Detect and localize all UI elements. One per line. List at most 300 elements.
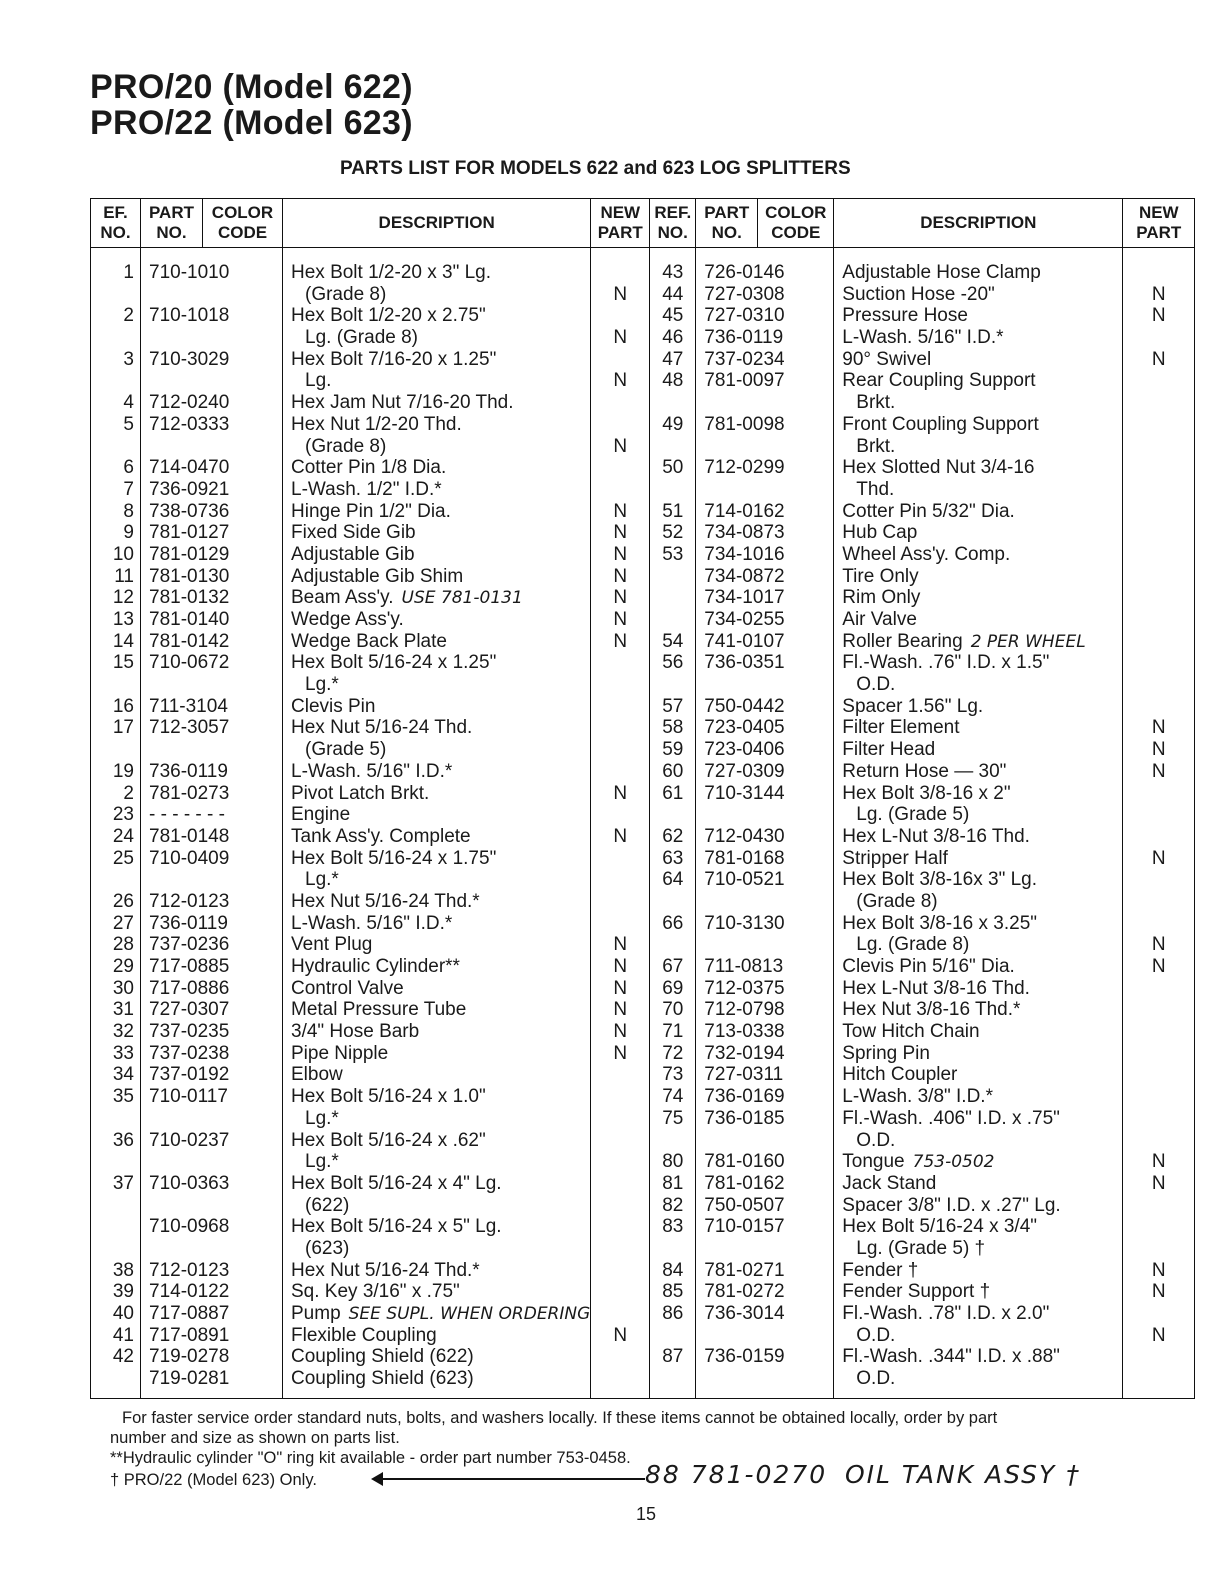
left-desc-line xyxy=(283,436,590,458)
right-new-line xyxy=(1123,414,1194,436)
cell-text: N xyxy=(613,782,628,804)
left-ref-line xyxy=(91,1151,140,1173)
cell-text: Pump xyxy=(291,1303,341,1324)
left-ref-line xyxy=(91,631,140,653)
cell-text: 781-0272 xyxy=(704,1281,785,1303)
cell-text: 39 xyxy=(112,1281,134,1303)
cell-text: 46 xyxy=(662,327,684,349)
cell-text: N xyxy=(1151,1324,1166,1346)
cell-text: 781-0127 xyxy=(149,522,230,544)
right-part-line xyxy=(696,436,833,458)
right-part-line xyxy=(696,783,833,805)
cell-text: N xyxy=(1151,934,1166,956)
left-part-line xyxy=(141,717,282,739)
right-part-line xyxy=(696,414,833,436)
cell-text: O.D. xyxy=(856,1129,896,1151)
cell-text: Coupling Shield (622) xyxy=(291,1346,474,1368)
right-ref-line xyxy=(650,1021,695,1043)
left-new-line xyxy=(591,848,649,870)
cell-text: Pipe Nipple xyxy=(291,1042,389,1064)
cell-text: 63 xyxy=(662,847,684,869)
right-new-line xyxy=(1123,305,1194,327)
right-desc-line xyxy=(834,956,1122,978)
right-new-line xyxy=(1123,1021,1194,1043)
cell-text: 69 xyxy=(662,977,684,999)
cell-text: (Grade 5) xyxy=(305,739,387,761)
left-new-line xyxy=(591,717,649,739)
right-desc-line xyxy=(834,804,1122,826)
cell-text: 23 xyxy=(112,804,134,826)
cell-text: N xyxy=(613,522,628,544)
right-ref-line xyxy=(650,674,695,696)
right-part-line xyxy=(696,349,833,371)
cell-text: 714-0122 xyxy=(149,1281,230,1303)
cell-text: Adjustable Hose Clamp xyxy=(842,262,1041,283)
left-part-line xyxy=(141,1195,282,1217)
right-new-line xyxy=(1123,848,1194,870)
cell-text: Stripper Half xyxy=(842,847,948,869)
left-desc-line xyxy=(283,1130,590,1152)
cell-text: Cotter Pin 5/32" Dia. xyxy=(842,500,1015,522)
cell-text: Hex Bolt 5/16-24 x 1.75" xyxy=(291,847,497,869)
right-part-line xyxy=(696,869,833,891)
left-desc-line xyxy=(283,848,590,870)
right-ref-line xyxy=(650,1173,695,1195)
left-ref-line xyxy=(91,848,140,870)
cell-text: Hex Nut 5/16-24 Thd.* xyxy=(291,890,480,912)
left-desc-line xyxy=(283,1216,590,1238)
cell-text: N xyxy=(613,565,628,587)
cell-text: Hex Bolt 5/16-24 x 1.25" xyxy=(291,652,497,674)
cell-text: 54 xyxy=(662,630,684,652)
cell-text: N xyxy=(613,825,628,847)
left-ref-line xyxy=(91,1130,140,1152)
header-color-code: COLOR CODE xyxy=(203,199,283,248)
right-part-line xyxy=(696,1064,833,1086)
cell-text: 1 xyxy=(123,262,134,283)
cell-text: Spacer 3/8" I.D. x .27" Lg. xyxy=(842,1194,1061,1216)
right-new-line xyxy=(1123,1303,1194,1325)
left-part-line xyxy=(141,913,282,935)
cell-text: L-Wash. 3/8" I.D.* xyxy=(842,1086,993,1108)
right-desc-line xyxy=(834,631,1122,653)
right-ref-line xyxy=(650,652,695,674)
right-description-column xyxy=(834,248,1123,1399)
cell-text: 3/4" Hose Barb xyxy=(291,1021,420,1043)
left-new-line xyxy=(591,1216,649,1238)
cell-text: 41 xyxy=(112,1324,134,1346)
left-new-line xyxy=(591,284,649,306)
left-part-line xyxy=(141,1238,282,1260)
cell-text: 73 xyxy=(662,1064,684,1086)
left-part-line xyxy=(141,869,282,891)
cell-text: 723-0406 xyxy=(704,739,785,761)
cell-text: 727-0307 xyxy=(149,999,230,1021)
left-part-line xyxy=(141,1303,282,1325)
right-desc-line xyxy=(834,978,1122,1000)
left-part-line xyxy=(141,370,282,392)
right-desc-line xyxy=(834,501,1122,523)
right-ref-line xyxy=(650,848,695,870)
cell-text: 737-0238 xyxy=(149,1042,230,1064)
left-ref-line xyxy=(91,761,140,783)
left-part-line xyxy=(141,1346,282,1368)
left-new-line xyxy=(591,305,649,327)
cell-text: 712-0798 xyxy=(704,999,785,1021)
cell-text: 736-0169 xyxy=(704,1086,785,1108)
cell-text: 712-0299 xyxy=(704,457,785,479)
left-new-line xyxy=(591,652,649,674)
right-desc-line xyxy=(834,327,1122,349)
cell-text: Brkt. xyxy=(856,435,896,457)
right-desc-line xyxy=(834,1108,1122,1130)
left-part-line xyxy=(141,1086,282,1108)
cell-text: 3 xyxy=(123,348,134,370)
right-new-line xyxy=(1123,1195,1194,1217)
cell-text: Hex Nut 3/8-16 Thd.* xyxy=(842,999,1021,1021)
cell-text: N xyxy=(613,500,628,522)
right-desc-line xyxy=(834,1216,1122,1238)
right-desc-line xyxy=(834,370,1122,392)
left-desc-line xyxy=(283,1325,590,1347)
right-ref-line xyxy=(650,1064,695,1086)
right-new-line xyxy=(1123,284,1194,306)
handwritten-note: SEE SUPL. WHEN ORDERING xyxy=(348,1304,591,1324)
left-desc-line xyxy=(283,609,590,631)
cell-text: 16 xyxy=(112,695,134,717)
left-ref-line xyxy=(91,696,140,718)
left-desc-line xyxy=(283,457,590,479)
left-desc-line xyxy=(283,739,590,761)
header-new-part-2: NEW PART xyxy=(1123,199,1195,248)
cell-text: 710-0409 xyxy=(149,847,230,869)
right-part-line xyxy=(696,631,833,653)
left-ref-line xyxy=(91,1195,140,1217)
cell-text: 86 xyxy=(662,1303,684,1324)
right-new-line xyxy=(1123,674,1194,696)
cell-text: 717-0886 xyxy=(149,977,230,999)
right-desc-line xyxy=(834,869,1122,891)
left-part-line xyxy=(141,327,282,349)
right-desc-line xyxy=(834,305,1122,327)
right-new-line xyxy=(1123,696,1194,718)
cell-text: 727-0310 xyxy=(704,305,785,327)
cell-text: 61 xyxy=(662,782,684,804)
right-new-line xyxy=(1123,1151,1194,1173)
left-part-line xyxy=(141,305,282,327)
cell-text: Hex Nut 1/2-20 Thd. xyxy=(291,413,462,435)
left-ref-line xyxy=(91,284,140,306)
left-ref-line xyxy=(91,934,140,956)
left-desc-line xyxy=(283,566,590,588)
left-ref-line xyxy=(91,392,140,414)
cell-text: 5 xyxy=(123,413,134,435)
left-new-line xyxy=(591,436,649,458)
cell-text: 714-0470 xyxy=(149,457,230,479)
right-ref-line xyxy=(650,1108,695,1130)
right-desc-line xyxy=(834,479,1122,501)
cell-text: Cotter Pin 1/8 Dia. xyxy=(291,457,447,479)
cell-text: 781-0273 xyxy=(149,782,230,804)
right-ref-line xyxy=(650,891,695,913)
left-new-column xyxy=(591,248,650,1399)
right-part-line xyxy=(696,479,833,501)
cell-text: Lg. (Grade 8) xyxy=(305,327,418,349)
right-desc-line xyxy=(834,913,1122,935)
right-ref-line xyxy=(650,1325,695,1347)
cell-text: Fl.-Wash. .406" I.D. x .75" xyxy=(842,1107,1060,1129)
left-ref-line xyxy=(91,1021,140,1043)
left-part-line xyxy=(141,1151,282,1173)
footnote-line-1: For faster service order standard nuts, bolts, and washers locally. If these items cannot be obtained locally, order by part xyxy=(122,1409,998,1427)
left-ref-line xyxy=(91,804,140,826)
cell-text: 14 xyxy=(112,630,134,652)
right-desc-line xyxy=(834,826,1122,848)
right-ref-line xyxy=(650,761,695,783)
right-part-line xyxy=(696,913,833,935)
left-ref-line xyxy=(91,913,140,935)
cell-text: 736-0119 xyxy=(149,760,228,782)
right-new-line xyxy=(1123,783,1194,805)
right-ref-line xyxy=(650,1238,695,1260)
handwritten-note: USE 781-0131 xyxy=(401,588,523,609)
cell-text: 781-0271 xyxy=(704,1259,785,1281)
cell-text: Hinge Pin 1/2" Dia. xyxy=(291,500,451,522)
cell-text: N xyxy=(613,1324,628,1346)
left-ref-line xyxy=(91,1064,140,1086)
left-desc-line xyxy=(283,1173,590,1195)
right-new-line xyxy=(1123,609,1194,631)
right-part-line xyxy=(696,891,833,913)
left-part-line xyxy=(141,696,282,718)
cell-text: Coupling Shield (623) xyxy=(291,1368,474,1390)
left-part-line xyxy=(141,544,282,566)
cell-text: 58 xyxy=(662,717,684,739)
cell-text: 717-0891 xyxy=(149,1324,230,1346)
cell-text: N xyxy=(613,1021,628,1043)
left-ref-line xyxy=(91,652,140,674)
cell-text: 737-0234 xyxy=(704,348,785,370)
right-part-line xyxy=(696,1238,833,1260)
left-part-line xyxy=(141,1260,282,1282)
right-ref-line xyxy=(650,783,695,805)
cell-text: 74 xyxy=(662,1086,684,1108)
right-desc-line xyxy=(834,783,1122,805)
left-new-line xyxy=(591,1086,649,1108)
cell-text: 734-1016 xyxy=(704,543,785,565)
left-new-line xyxy=(591,1368,649,1390)
cell-text: 83 xyxy=(662,1216,684,1238)
left-part-line xyxy=(141,1281,282,1303)
right-part-line xyxy=(696,1086,833,1108)
right-desc-line xyxy=(834,1173,1122,1195)
left-ref-line xyxy=(91,1325,140,1347)
right-part-line xyxy=(696,1108,833,1130)
cell-text: 736-0185 xyxy=(704,1107,785,1129)
right-new-line xyxy=(1123,327,1194,349)
cell-text: Spacer 1.56" Lg. xyxy=(842,695,984,717)
cell-text: 781-0129 xyxy=(149,543,230,565)
cell-text: (623) xyxy=(305,1237,350,1259)
cell-text: 712-0240 xyxy=(149,392,230,414)
cell-text: N xyxy=(613,435,628,457)
cell-text: 717-0885 xyxy=(149,956,230,977)
cell-text: Metal Pressure Tube xyxy=(291,999,467,1021)
cell-text: Fender † xyxy=(842,1259,919,1281)
cell-text: N xyxy=(1151,283,1166,305)
right-new-line xyxy=(1123,1130,1194,1152)
left-ref-line xyxy=(91,1260,140,1282)
left-ref-line xyxy=(91,522,140,544)
cell-text: 738-0736 xyxy=(149,500,230,522)
left-part-line xyxy=(141,501,282,523)
right-ref-line xyxy=(650,978,695,1000)
right-desc-line xyxy=(834,1086,1122,1108)
right-ref-line xyxy=(650,349,695,371)
cell-text: 62 xyxy=(662,825,684,847)
cell-text: Roller Bearing xyxy=(842,630,963,652)
cell-text: N xyxy=(1151,739,1166,761)
right-part-line xyxy=(696,1325,833,1347)
cell-text: Jack Stand xyxy=(842,1172,937,1194)
left-part-line xyxy=(141,609,282,631)
cell-text: 737-0192 xyxy=(149,1064,230,1086)
cell-text: 727-0308 xyxy=(704,283,785,305)
cell-text: 64 xyxy=(662,869,684,891)
right-ref-line xyxy=(650,631,695,653)
left-ref-line xyxy=(91,414,140,436)
right-part-line xyxy=(696,392,833,414)
right-ref-line xyxy=(650,1281,695,1303)
right-part-line xyxy=(696,262,833,284)
right-ref-line xyxy=(650,1086,695,1108)
right-part-line xyxy=(696,717,833,739)
cell-text: 710-0237 xyxy=(149,1129,230,1151)
left-new-line xyxy=(591,934,649,956)
left-new-line xyxy=(591,1238,649,1260)
cell-text: Pivot Latch Brkt. xyxy=(291,782,430,804)
left-ref-line xyxy=(91,501,140,523)
cell-text: Wheel Ass'y. Comp. xyxy=(842,543,1011,565)
cell-text: Tow Hitch Chain xyxy=(842,1021,980,1043)
cell-text: Hex Bolt 5/16-24 x .62" xyxy=(291,1129,486,1151)
cell-text: N xyxy=(1151,348,1166,370)
cell-text: 781-0140 xyxy=(149,609,230,630)
right-ref-line xyxy=(650,1043,695,1065)
left-ref-line xyxy=(91,1346,140,1368)
cell-text: 85 xyxy=(662,1281,684,1303)
cell-text: 710-0968 xyxy=(149,1216,230,1238)
cell-text: L-Wash. 5/16" I.D.* xyxy=(291,912,453,934)
cell-text: 31 xyxy=(112,999,134,1021)
cell-text: 2 xyxy=(123,782,134,804)
left-part-line xyxy=(141,284,282,306)
right-ref-line xyxy=(650,609,695,631)
cell-text: N xyxy=(613,630,628,652)
left-new-line xyxy=(591,1303,649,1325)
right-ref-line xyxy=(650,284,695,306)
left-desc-line xyxy=(283,1346,590,1368)
right-ref-line xyxy=(650,1260,695,1282)
cell-text: 70 xyxy=(662,999,684,1021)
cell-text: 81 xyxy=(662,1172,684,1194)
cell-text: 710-0521 xyxy=(704,869,785,891)
cell-text: Control Valve xyxy=(291,977,404,999)
cell-text: 10 xyxy=(112,543,134,565)
left-ref-line xyxy=(91,717,140,739)
left-desc-line xyxy=(283,978,590,1000)
right-desc-line xyxy=(834,1238,1122,1260)
cell-text: N xyxy=(1151,1281,1166,1303)
cell-text: 719-0281 xyxy=(149,1368,230,1390)
right-desc-line xyxy=(834,349,1122,371)
left-desc-line xyxy=(283,479,590,501)
cell-text: Clevis Pin 5/16" Dia. xyxy=(842,956,1015,977)
cell-text: Hex L-Nut 3/8-16 Thd. xyxy=(842,977,1030,999)
right-part-line xyxy=(696,327,833,349)
left-new-line xyxy=(591,869,649,891)
right-desc-line xyxy=(834,1195,1122,1217)
left-new-line xyxy=(591,1346,649,1368)
cell-text: 737-0236 xyxy=(149,934,230,956)
left-ref-line xyxy=(91,370,140,392)
right-desc-line xyxy=(834,1325,1122,1347)
cell-text: 82 xyxy=(662,1194,684,1216)
right-new-line xyxy=(1123,891,1194,913)
cell-text: Hex Bolt 7/16-20 x 1.25" xyxy=(291,348,497,370)
right-ref-line xyxy=(650,1151,695,1173)
cell-text: Lg.* xyxy=(305,869,339,891)
left-new-line xyxy=(591,739,649,761)
right-ref-line xyxy=(650,501,695,523)
left-new-line xyxy=(591,826,649,848)
cell-text: N xyxy=(613,370,628,392)
cell-text: 51 xyxy=(662,500,684,522)
left-desc-line xyxy=(283,1368,590,1390)
cell-text: 712-0123 xyxy=(149,890,230,912)
cell-text: N xyxy=(613,934,628,956)
left-part-line xyxy=(141,1130,282,1152)
cell-text: Lg. (Grade 5) xyxy=(856,804,970,826)
cell-text: N xyxy=(613,283,628,305)
cell-text: 13 xyxy=(112,609,134,630)
left-desc-line xyxy=(283,1281,590,1303)
cell-text: O.D. xyxy=(856,1368,896,1390)
cell-text: 781-0132 xyxy=(149,587,230,609)
right-ref-line xyxy=(650,739,695,761)
cell-text: L-Wash. 5/16" I.D.* xyxy=(842,327,1004,349)
right-ref-line xyxy=(650,1130,695,1152)
right-part-line xyxy=(696,1346,833,1368)
parts-list-subtitle: PARTS LIST FOR MODELS 622 and 623 LOG SPLITTERS xyxy=(340,158,851,179)
left-ref-line xyxy=(91,891,140,913)
page-number: 15 xyxy=(636,1504,657,1524)
left-part-line xyxy=(141,1021,282,1043)
right-part-line xyxy=(696,587,833,609)
left-new-line xyxy=(591,913,649,935)
cell-text: Filter Element xyxy=(842,717,960,739)
right-new-line xyxy=(1123,1216,1194,1238)
cell-text: Front Coupling Support xyxy=(842,413,1039,435)
left-ref-line xyxy=(91,674,140,696)
right-new-line xyxy=(1123,349,1194,371)
right-part-line xyxy=(696,1130,833,1152)
cell-text: N xyxy=(613,1042,628,1064)
left-desc-line xyxy=(283,1303,590,1325)
cell-text: 727-0311 xyxy=(704,1064,784,1086)
right-desc-line xyxy=(834,457,1122,479)
cell-text: 53 xyxy=(662,543,684,565)
